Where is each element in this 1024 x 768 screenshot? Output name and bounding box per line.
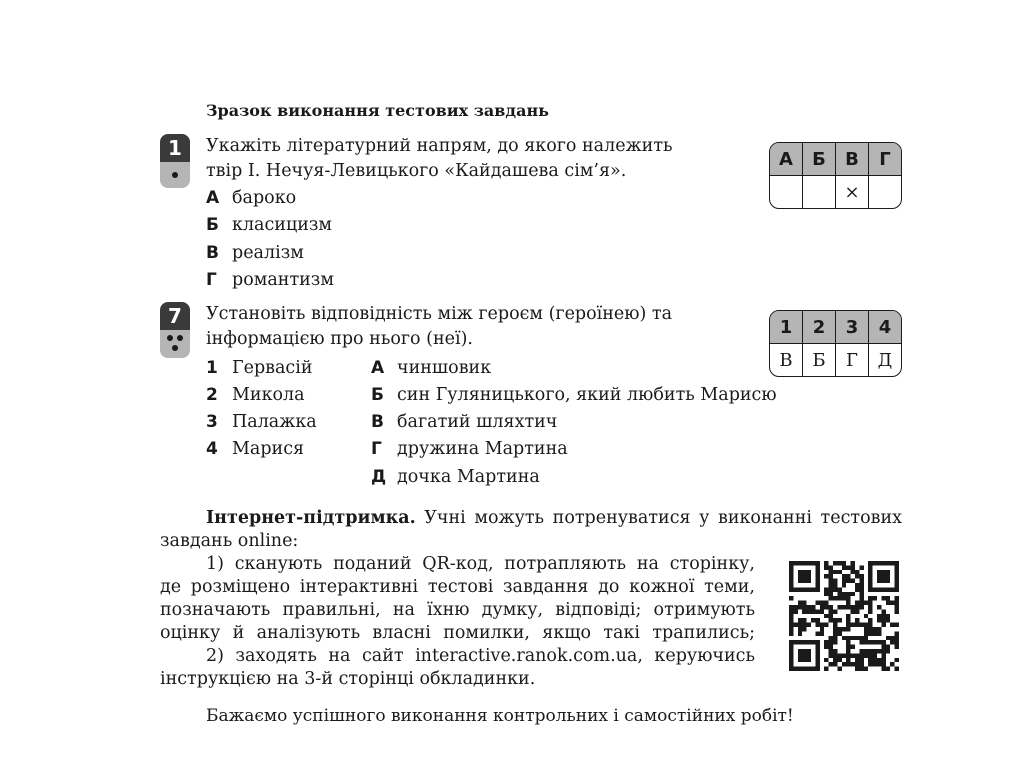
question-7-text-line1: Установіть відповідність між героєм (героїнею) та [206, 304, 673, 324]
support-item-2-line-1: 2) заходять на сайт interactive.ranok.com.ua, керуючись [206, 646, 755, 666]
answer-header: Г [869, 143, 902, 176]
question-1-option-b: Б класицизм [206, 215, 333, 235]
answer-header: В [836, 143, 869, 176]
answer-cell: В [779, 349, 793, 371]
answer-cell [869, 176, 902, 209]
question-7-answer-grid [769, 310, 902, 377]
answer-cell [770, 176, 803, 209]
question-1-answer-grid [769, 142, 902, 209]
question-7-badge [160, 302, 190, 358]
support-item-1-line-3: позначають правильні, на їхню думку, відповіді; отримують [160, 600, 755, 620]
question-7-text-line2: інформацією про нього (неї). [206, 329, 473, 349]
answer-header: 4 [869, 311, 902, 344]
question-7-hero-1: 1 Гервасій [206, 358, 313, 378]
support-item-1-line-2: де розміщено інтерактивні тестові завдання до кожної теми, [160, 577, 755, 597]
answer-cell: Д [869, 344, 902, 377]
question-1-text-line2: твір І. Нечуя-Левицького «Кайдашева сім’я». [206, 161, 627, 181]
question-1-badge [160, 134, 190, 188]
question-1-option-a: А бароко [206, 188, 297, 208]
answer-cell: Б [803, 344, 836, 377]
answer-cell [803, 176, 836, 209]
answer-cell-marked: × [836, 176, 869, 209]
question-1-text-line1: Укажіть літературний напрям, до якого належить [206, 136, 673, 156]
difficulty-dots-icon [160, 330, 190, 358]
closing-text: Бажаємо успішного виконання контрольних і самостійних робіт! [206, 706, 794, 726]
support-line-1: Інтернет-підтримка. Учні можуть потренуватися у виконанні тестових [206, 508, 902, 528]
page-title: Зразок виконання тестових завдань [206, 101, 550, 120]
question-1-option-d: Г романтизм [206, 270, 334, 290]
answer-header: 3 [836, 311, 869, 344]
support-item-1-line-4: оцінку й аналізують власні помилки, якщо такі трапились; [160, 623, 755, 643]
support-line-2: завдань online: [160, 531, 299, 551]
question-7-hero-3: 3 Палажка [206, 412, 317, 432]
answer-header: А [770, 143, 803, 176]
question-7-hero-2: 2 Микола [206, 385, 305, 405]
question-7-info-d: Г дружина Мартина [371, 439, 568, 459]
answer-header: Б [803, 143, 836, 176]
qr-code-icon[interactable] [789, 561, 899, 671]
support-item-1-line-1: 1) сканують поданий QR-код, потрапляють на сторінку, [206, 554, 755, 574]
question-7-info-c: В багатий шляхтич [371, 412, 558, 432]
question-7-hero-4: 4 Марися [206, 439, 305, 459]
answer-header: 2 [803, 311, 836, 344]
question-1-number: 1 [160, 134, 190, 162]
answer-header: 1 [770, 311, 803, 344]
question-7-number: 7 [160, 302, 190, 330]
question-7-info-b: Б син Гуляницького, який любить Марисю [371, 385, 777, 405]
answer-cell: Г [836, 344, 869, 377]
difficulty-dots-icon [160, 162, 190, 188]
question-1-option-c: В реалізм [206, 243, 304, 263]
question-7-info-a: А чиншовик [371, 358, 492, 378]
question-7-info-e: Д дочка Мартина [371, 467, 540, 487]
support-item-2-line-2: інструкцією на 3-й сторінці обкладинки. [160, 669, 536, 689]
